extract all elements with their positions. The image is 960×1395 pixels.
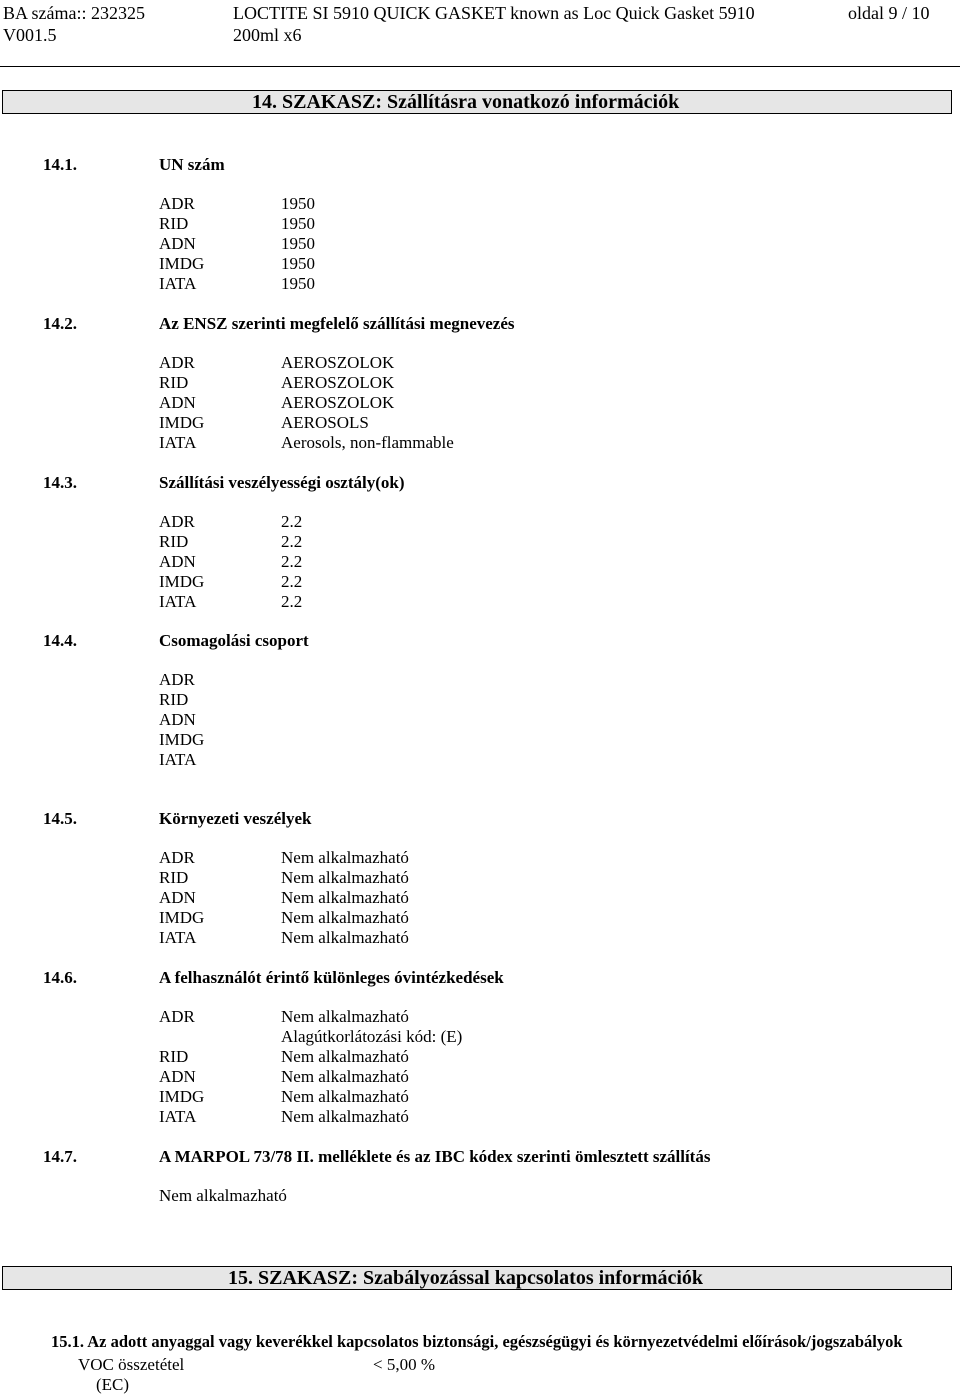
un-number: 1950 bbox=[281, 214, 315, 233]
section-14-4-number: 14.4. bbox=[43, 631, 77, 650]
transport-code: IMDG bbox=[159, 730, 205, 749]
un-number: 1950 bbox=[281, 194, 315, 213]
transport-code: RID bbox=[159, 214, 189, 233]
voc-label-ec: (EC) bbox=[96, 1375, 130, 1394]
ba-number: BA száma:: 232325 bbox=[3, 3, 145, 23]
transport-code: ADN bbox=[159, 234, 196, 253]
transport-code: ADN bbox=[159, 710, 196, 729]
transport-code: IMDG bbox=[159, 572, 205, 591]
special-precaution: Nem alkalmazható bbox=[281, 1007, 409, 1026]
section-14-title: 14. SZAKASZ: Szállításra vonatkozó információk bbox=[252, 91, 680, 113]
shipping-name: AEROSZOLOK bbox=[281, 373, 395, 392]
transport-code: ADN bbox=[159, 888, 196, 907]
special-precaution: Nem alkalmazható bbox=[281, 1107, 409, 1126]
un-number: 1950 bbox=[281, 234, 315, 253]
shipping-name: Aerosols, non-flammable bbox=[281, 433, 454, 452]
un-number: 1950 bbox=[281, 274, 315, 293]
transport-code: ADR bbox=[159, 1007, 195, 1026]
header-rule bbox=[0, 66, 960, 67]
special-precaution: Nem alkalmazható bbox=[281, 1047, 409, 1066]
product-name: LOCTITE SI 5910 QUICK GASKET known as Loc Quick Gasket 5910 bbox=[233, 3, 755, 23]
transport-code: IATA bbox=[159, 750, 197, 769]
transport-code: IMDG bbox=[159, 413, 205, 432]
transport-code: IATA bbox=[159, 592, 197, 611]
un-number: 1950 bbox=[281, 254, 315, 273]
section-14-3-number: 14.3. bbox=[43, 473, 77, 492]
section-14-1-title: UN szám bbox=[159, 155, 225, 174]
page-number: oldal 9 / 10 bbox=[848, 3, 930, 23]
hazard-class: 2.2 bbox=[281, 592, 303, 611]
transport-code: RID bbox=[159, 690, 189, 709]
transport-code: RID bbox=[159, 868, 189, 887]
hazard-class: 2.2 bbox=[281, 572, 303, 591]
transport-code: ADR bbox=[159, 512, 195, 531]
shipping-name: AEROSZOLOK bbox=[281, 353, 395, 372]
shipping-name: AEROSZOLOK bbox=[281, 393, 395, 412]
version: V001.5 bbox=[3, 25, 57, 45]
section-14-2-title: Az ENSZ szerinti megfelelő szállítási megnevezés bbox=[159, 314, 515, 333]
environmental-hazard: Nem alkalmazható bbox=[281, 908, 409, 927]
transport-code: IATA bbox=[159, 433, 197, 452]
tunnel-restriction-code: Alagútkorlátozási kód: (E) bbox=[281, 1027, 463, 1046]
section-14-6-title: A felhasználót érintő különleges óvintézkedések bbox=[159, 968, 504, 987]
environmental-hazard: Nem alkalmazható bbox=[281, 928, 409, 947]
section-14-5-title: Környezeti veszélyek bbox=[159, 809, 312, 828]
section-14-3-title: Szállítási veszélyességi osztály(ok) bbox=[159, 473, 405, 492]
section-15-1-title: 15.1. Az adott anyaggal vagy keverékkel kapcsolatos biztonsági, egészségügyi és környezetvédelmi előírások/jogszabályok bbox=[51, 1332, 903, 1351]
transport-code: RID bbox=[159, 373, 189, 392]
product-pack: 200ml x6 bbox=[233, 25, 302, 45]
transport-code: IATA bbox=[159, 274, 197, 293]
special-precaution: Nem alkalmazható bbox=[281, 1087, 409, 1106]
section-15-title: 15. SZAKASZ: Szabályozással kapcsolatos információk bbox=[228, 1267, 704, 1289]
section-14-1-number: 14.1. bbox=[43, 155, 77, 174]
hazard-class: 2.2 bbox=[281, 532, 303, 551]
section-14-5-number: 14.5. bbox=[43, 809, 77, 828]
transport-code: ADR bbox=[159, 194, 195, 213]
environmental-hazard: Nem alkalmazható bbox=[281, 848, 409, 867]
transport-code: ADN bbox=[159, 1067, 196, 1086]
transport-code: IMDG bbox=[159, 254, 205, 273]
transport-code: ADN bbox=[159, 393, 196, 412]
transport-code: RID bbox=[159, 1047, 189, 1066]
transport-code: ADR bbox=[159, 848, 195, 867]
transport-code: IATA bbox=[159, 928, 197, 947]
section-14-6-number: 14.6. bbox=[43, 968, 77, 987]
shipping-name: AEROSOLS bbox=[281, 413, 369, 432]
transport-code: ADN bbox=[159, 552, 196, 571]
bulk-transport-value: Nem alkalmazható bbox=[159, 1186, 287, 1205]
section-14-2-number: 14.2. bbox=[43, 314, 77, 333]
voc-value: < 5,00 % bbox=[373, 1355, 435, 1374]
transport-code: ADR bbox=[159, 353, 195, 372]
special-precaution: Nem alkalmazható bbox=[281, 1067, 409, 1086]
section-14-4-title: Csomagolási csoport bbox=[159, 631, 309, 650]
transport-code: IMDG bbox=[159, 908, 205, 927]
transport-code: RID bbox=[159, 532, 189, 551]
environmental-hazard: Nem alkalmazható bbox=[281, 868, 409, 887]
hazard-class: 2.2 bbox=[281, 552, 303, 571]
section-14-7-number: 14.7. bbox=[43, 1147, 77, 1166]
voc-label: VOC összetétel bbox=[78, 1355, 185, 1374]
transport-code: ADR bbox=[159, 670, 195, 689]
hazard-class: 2.2 bbox=[281, 512, 303, 531]
transport-code: IATA bbox=[159, 1107, 197, 1126]
environmental-hazard: Nem alkalmazható bbox=[281, 888, 409, 907]
transport-code: IMDG bbox=[159, 1087, 205, 1106]
section-14-7-title: A MARPOL 73/78 II. melléklete és az IBC kódex szerinti ömlesztett szállítás bbox=[159, 1147, 711, 1166]
